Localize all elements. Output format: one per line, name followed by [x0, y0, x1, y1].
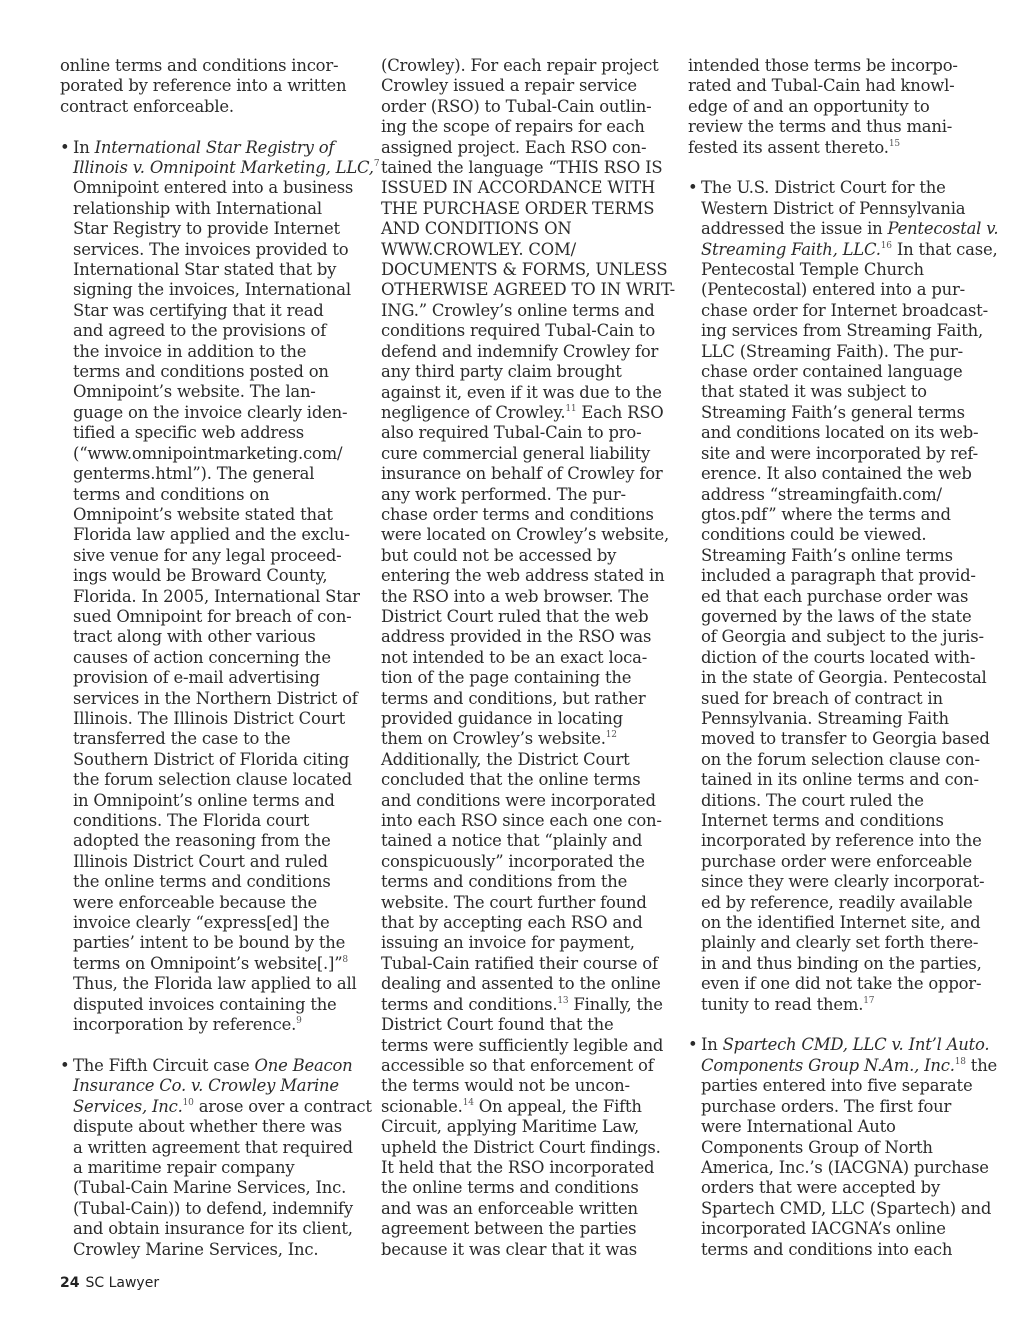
text-line: and obtain insurance for its client, [73, 1219, 353, 1239]
bullet-icon: • [60, 1055, 70, 1075]
column-1 [60, 56, 380, 1260]
text-line: causes of action concerning the [73, 647, 331, 667]
text-line: ings would be Broward County, [73, 566, 328, 586]
text-line: in and thus binding on the parties, [701, 953, 982, 973]
text-line: Pennsylvania. Streaming Faith [701, 708, 949, 728]
text-line: review the terms and thus mani- [688, 117, 953, 137]
text-line: conditions required Tubal-Cain to [381, 321, 655, 341]
column-3 [688, 56, 999, 1260]
text-line: insurance on behalf of Crowley for [381, 464, 663, 484]
text-line: District Court found that the [381, 1015, 614, 1035]
text-line: issuing an invoice for payment, [381, 933, 635, 953]
text-line: website. The court further found [381, 892, 647, 912]
text-line: conspicuously” incorporated the [381, 851, 645, 871]
text-line: the RSO into a web browser. The [381, 586, 649, 606]
footnote-ref: 18 [954, 1056, 966, 1067]
page-footer [60, 1275, 159, 1291]
text-line: incorporated IACGNA’s online [701, 1219, 946, 1239]
text-line: sive venue for any legal proceed- [73, 545, 342, 565]
text-line: the forum selection clause located [73, 770, 352, 790]
text-line: terms were sufficiently legible and [381, 1035, 664, 1055]
text-line: provided guidance in locating [381, 709, 623, 728]
bullet-international-star: • In International Star Registry of Illinois v. Omnipoint Marketing, LLC,$^7$ Omnipoint entered into a business relationship with International Star Registry to provide Internet services. The invoices provided to International Star stated that by signing the invoices, International Star was certifying that it read and agreed to the provisions of the invoice in addition to the terms and conditions posted on Omnipoint’s website. The lan- guage on the invoice clearly iden- tified a specific web address (“www.omnipointmarketing.com/ genterms.html”). The general terms and conditions on Omnipoint’s website stated that Florida law applied and the exclu- sive venue for any legal proceed- ings would be Broward County, Florida. In 2005, International Star sued Omnipoint for breach of con- tract along with other various causes of action concerning the provision of e-mail advertising services in the Northern District of Illinois. The Illinois District Court transferred the case to the Southern District of Florida citing the forum selection clause located in Omnipoint’s online terms and conditions. The Florida court adopted the reasoning from the Illinois District Court and ruled the online terms and conditions were enforceable because the invoice clearly “express[ed] the parties’ intent to be bound by the terms on Omnipoint’s website[.]”$^8$ Thus, the Florida law applied to all disputed invoices containing the incorporation by reference.$^9$ [60, 137, 380, 1035]
footnote-ref: 11 [565, 403, 577, 414]
text-line: any third party claim brought [381, 362, 622, 382]
text-line: Southern District of Florida citing [73, 749, 350, 769]
text-line: (Pentecostal) entered into a pur- [701, 280, 965, 300]
text-line: orders that were accepted by [701, 1178, 941, 1198]
text-line: dispute about whether there was [73, 1117, 342, 1137]
text-line: (Tubal-Cain Marine Services, Inc. [73, 1178, 347, 1198]
text-line: THE PURCHASE ORDER TERMS [381, 198, 655, 218]
text-line: ed that each purchase order was [701, 586, 969, 606]
text-line: Omnipoint’s website stated that [73, 504, 333, 524]
text-line: governed by the laws of the state [701, 606, 972, 626]
text-line: gtos.pdf” where the terms and [701, 504, 951, 524]
column-2 [381, 56, 675, 1260]
text-line: tained the language “THIS RSO IS [381, 158, 663, 178]
text-line: ditions. The court ruled the [701, 790, 924, 810]
text-line: were enforceable because the [73, 892, 318, 912]
text-line: genterms.html”). The general [73, 464, 315, 484]
bullet-icon: • [688, 178, 698, 198]
text-line: relationship with International [73, 198, 322, 218]
text-line: assigned project. Each RSO con- [381, 137, 647, 157]
text-line: and was an enforceable written [381, 1198, 638, 1218]
text-line: (“www.omnipointmarketing.com/ [73, 443, 343, 463]
text-line: of Georgia and subject to the juris- [701, 627, 984, 647]
text-line: (Tubal-Cain)) to defend, indemnify [73, 1198, 353, 1218]
text-line: accessible so that enforcement of [381, 1055, 654, 1075]
text-line: International Star stated that by [73, 260, 337, 280]
text-line: terms and conditions, but rather [381, 688, 646, 708]
text-line: America, Inc.’s (IACGNA) purchase [701, 1157, 989, 1177]
text-line: DOCUMENTS & FORMS, UNLESS [381, 260, 668, 280]
text-line: rated and Tubal-Cain had knowl- [688, 76, 955, 96]
text-line: a written agreement that required [73, 1137, 353, 1157]
text-line: terms and conditions on [73, 484, 270, 504]
text-line: edge of and an opportunity to [688, 96, 930, 116]
footnote-ref: 13 [557, 995, 569, 1006]
text-line: sued Omnipoint for breach of con- [73, 606, 352, 626]
text-line: on the forum selection clause con- [701, 749, 980, 769]
text-line: order (RSO) to Tubal-Cain outlin- [381, 96, 652, 116]
text-line: not intended to be an exact loca- [381, 647, 648, 667]
text-line: (Crowley). For each repair project [381, 56, 659, 75]
text-line: Crowley issued a repair service [381, 76, 637, 96]
text-line: OTHERWISE AGREED TO IN WRIT- [381, 280, 675, 300]
text-line: intended those terms be incorpo- [688, 56, 958, 75]
text-line: site and were incorporated by ref- [701, 443, 979, 463]
text-line: included a paragraph that provid- [701, 566, 976, 586]
text-line: upheld the District Court findings. [381, 1137, 661, 1157]
text-line: ISSUED IN ACCORDANCE WITH [381, 178, 656, 198]
text-line: on the identified Internet site, and [701, 913, 981, 933]
text-line: LLC (Streaming Faith). The pur- [701, 341, 963, 361]
text-line: terms and conditions posted on [73, 362, 329, 382]
text-line: Circuit, applying Maritime Law, [381, 1117, 640, 1137]
text-line: the online terms and conditions [73, 872, 331, 892]
bullet-pentecostal: • The U.S. District Court for the Western District of Pennsylvania addressed the issue in Pentecostal v. Streaming Faith, LLC.$^{16}$ In that case, Pentecostal Temple Church (Pentecostal) entered into a pur- chase order for Internet broadcast- ing services from Streaming Faith, LLC (Streaming Faith). The pur- chase order contained language that stated it was subject to Streaming Faith’s general terms and conditions located on its web- site and were incorporated by ref- erence. It also contained the web address “streamingfaith.com/ gtos.pdf” where the terms and conditions could be viewed. Streaming Faith’s online terms included a paragraph that provid- ed that each purchase order was governed by the laws of the state of Georgia and subject to the juris- diction of the courts located with- in the state of Georgia. Pentecostal sued for breach of contract in Pennsylvania. Streaming Faith moved to transfer to Georgia based on the forum selection clause con- tained in its online terms and con- ditions. The court ruled the Internet terms and conditions incorporated by reference into the purchase order were enforceable since they were clearly incorporat- ed by reference, readily available on the identified Internet site, and plainly and clearly set forth there- in and thus binding on the parties, even if one did not take the oppor- tunity to read them.$^{17}$ [688, 178, 999, 1014]
text-line: agreement between the parties [381, 1219, 637, 1239]
text-line: parties’ intent to be bound by the [73, 933, 346, 953]
text-line: services in the Northern District of [73, 688, 358, 708]
text-line: adopted the reasoning from the [73, 831, 331, 851]
footnote-ref: 16 [880, 240, 892, 251]
text-line: in Omnipoint’s online terms and [73, 790, 335, 810]
text-line: Streaming Faith’s general terms [701, 402, 965, 422]
one-beacon-continued-paragraph: (Crowley). For each repair project Crowley issued a repair service order (RSO) to Tubal-Cain outlin- ing the scope of repairs for each assigned project. Each RSO con- tained the language “THIS RSO IS ISSUED IN ACCORDANCE WITH THE PURCHASE ORDER TERMS AND CONDITIONS ON WWW.CROWLEY. COM/ DOCUMENTS & FORMS, UNLESS OTHERWISE AGREED TO IN WRIT- ING.” Crowley’s online terms and conditions required Tubal-Cain to defend and indemnify Crowley for any third party claim brought against it, even if it was due to the negligence of Crowley.$^{11}$ Each RSO also required Tubal-Cain to pro- cure commercial general liability insurance on behalf of Crowley for any work performed. The pur- chase order terms and conditions were located on Crowley’s website, but could not be accessed by entering the web address stated in the RSO into a web browser. The District Court ruled that the web address provided in the RSO was not intended to be an exact loca- tion of the page containing the terms and conditions, but rather provided guidance in locating them on Crowley’s website.$^{12}$ Additionally, the District Court concluded that the online terms and conditions were incorporated into each RSO since each one con- tained a notice that “plainly and conspicuously” incorporated the terms and conditions from the website. The court further found that by accepting each RSO and issuing an invoice for payment, Tubal-Cain ratified their course of dealing and assented to the online terms and conditions.$^{13}$ Finally, the District Court found that the terms were sufficiently legible and accessible so that enforcement of the terms would not be uncon- scionable.$^{14}$ On appeal, the Fifth Circuit, applying Maritime Law, upheld the District Court findings. It held that the RSO incorporated the online terms and conditions and was an enforceable written agreement between the parties because it was clear that it was [381, 56, 675, 1259]
bullet-one-beacon: • The Fifth Circuit case One Beacon Insurance Co. v. Crowley Marine Services, Inc.$^{10}$ arose over a contract dispute about whether there was a written agreement that required a maritime repair company (Tubal-Cain Marine Services, Inc. (Tubal-Cain)) to defend, indemnify and obtain insurance for its client, Crowley Marine Services, Inc. [60, 1055, 372, 1259]
text-line: concluded that the online terms [381, 770, 641, 790]
text-line: tion of the page containing the [381, 668, 632, 688]
text-line: Illinois District Court and ruled [73, 851, 328, 871]
text-line: entering the web address stated in [381, 566, 665, 586]
text-line: address “streamingfaith.com/ [701, 484, 942, 504]
text-line: Streaming Faith’s online terms [701, 545, 953, 565]
text-line: chase order for Internet broadcast- [701, 300, 988, 320]
footnote-ref: 12 [605, 730, 617, 741]
text-line: Spartech CMD, LLC (Spartech) and [701, 1198, 992, 1218]
text-line: in the state of Georgia. Pentecostal [701, 668, 987, 688]
text-line: Omnipoint’s website. The lan- [73, 382, 316, 402]
text-line: a maritime repair company [73, 1157, 295, 1177]
text-line: defend and indemnify Crowley for [381, 341, 659, 361]
footnote-ref: 7 [373, 159, 380, 170]
text-line: cure commercial general liability [381, 443, 651, 463]
text-line: the terms would not be uncon- [381, 1076, 630, 1096]
text-line: Star was certifying that it read [73, 300, 324, 320]
text-line: terms and conditions from the [381, 872, 628, 892]
footnote-ref: 8 [342, 954, 348, 965]
text-line: and conditions located on its web- [701, 423, 979, 443]
text-line: invoice clearly “express[ed] the [73, 913, 330, 933]
text-line: because it was clear that it was [381, 1239, 637, 1259]
text-line: services. The invoices provided to [73, 239, 349, 259]
text-line: signing the invoices, International [73, 280, 351, 300]
text-line: Crowley Marine Services, Inc. [73, 1239, 319, 1259]
text-line: erence. It also contained the web [701, 464, 972, 484]
text-line: Additionally, the District Court [381, 749, 630, 769]
text-line: and agreed to the provisions of [73, 321, 327, 341]
text-line: that by accepting each RSO and [381, 913, 643, 933]
publication-name: SC Lawyer [85, 1275, 160, 1291]
text-line: Omnipoint entered into a business [73, 178, 354, 198]
text-line: but could not be accessed by [381, 545, 617, 565]
text-line: Florida. In 2005, International Star [73, 586, 360, 606]
bullet-spartech: • In Spartech CMD, LLC v. Int’l Auto. Components Group N.Am., Inc.$^{18}$ the parties entered into five separate purchase orders. The first four were International Auto Components Group of North America, Inc.’s (IACGNA) purchase orders that were accepted by Spartech CMD, LLC (Spartech) and incorporated IACGNA’s online terms and conditions into each [688, 1035, 998, 1259]
footnote-ref: 14 [462, 1097, 474, 1108]
text-line: WWW.CROWLEY. COM/ [381, 239, 576, 259]
text-line: terms and conditions into each [701, 1239, 953, 1259]
text-line: address provided in the RSO was [381, 627, 652, 647]
text-line: Pentecostal Temple Church [701, 260, 924, 280]
text-line: ing the scope of repairs for each [381, 117, 645, 137]
text-line: Components Group of North [701, 1137, 933, 1157]
one-beacon-conclusion-paragraph: intended those terms be incorpo- rated and Tubal-Cain had knowl- edge of and an opportunity to review the terms and thus mani- fested its assent thereto.$^{15}$ [688, 56, 968, 158]
text-line: transferred the case to the [73, 729, 291, 749]
text-line: and conditions were incorporated [381, 790, 656, 810]
text-line: ing services from Streaming Faith, [701, 321, 983, 341]
text-line: conditions could be viewed. [701, 525, 927, 545]
intro-paragraph: online terms and conditions incor- porated by reference into a written contract enforceable. [60, 56, 347, 116]
text-line: tained a notice that “plainly and [381, 831, 643, 851]
text-line: Illinois. The Illinois District Court [73, 708, 346, 728]
text-line: plainly and clearly set forth there- [701, 933, 979, 953]
text-line: AND CONDITIONS ON [381, 219, 572, 239]
text-line: tified a specific web address [73, 423, 304, 443]
text-line: incorporated by reference into the [701, 831, 982, 851]
text-line: since they were clearly incorporat- [701, 872, 985, 892]
text-line: purchase order were enforceable [701, 851, 973, 871]
text-line: Florida law applied and the exclu- [73, 525, 350, 545]
page-number: 24 [60, 1275, 80, 1291]
text-line: provision of e-mail advertising [73, 668, 320, 688]
footnote-ref: 17 [863, 995, 875, 1006]
text-line: It held that the RSO incorporated [381, 1157, 655, 1177]
text-line: District Court ruled that the web [381, 606, 649, 626]
text-line: conditions. The Florida court [73, 811, 310, 831]
text-line: ed by reference, readily available [701, 892, 973, 912]
footnote-ref: 9 [296, 1016, 302, 1027]
text-line: even if one did not take the oppor- [701, 974, 982, 994]
text-line: terms on Omnipoint’s website[.]”$^8$ [73, 953, 348, 973]
text-line: the invoice in addition to the [73, 341, 307, 361]
text-line: dealing and assented to the online [381, 974, 661, 994]
bullet-icon: • [60, 137, 70, 157]
text-line: against it, even if it was due to the [381, 382, 662, 402]
text-line: sued for breach of contract in [701, 688, 943, 708]
text-line: moved to transfer to Georgia based [701, 729, 990, 749]
text-line: Star Registry to provide Internet [73, 219, 340, 239]
text-line: parties entered into five separate [701, 1076, 973, 1096]
text-line: the online terms and conditions [381, 1178, 639, 1198]
text-line: guage on the invoice clearly iden- [73, 402, 348, 422]
text-line: Internet terms and conditions [701, 811, 944, 831]
text-line: any work performed. The pur- [381, 484, 626, 504]
bullet-icon: • [688, 1035, 698, 1055]
text-line: were International Auto [701, 1117, 896, 1137]
text-line: chase order terms and conditions [381, 504, 654, 524]
text-line: were located on Crowley’s website, [381, 525, 670, 545]
text-line: tained in its online terms and con- [701, 770, 979, 790]
text-line: purchase orders. The first four [701, 1096, 952, 1116]
text-line: Tubal-Cain ratified their course of [381, 953, 658, 973]
text-line: also required Tubal-Cain to pro- [381, 423, 642, 443]
text-line: into each RSO since each one con- [381, 811, 662, 831]
text-line: chase order contained language [701, 362, 963, 382]
text-line: ING.” Crowley’s online terms and [381, 300, 655, 320]
text-line: tract along with other various [73, 627, 316, 647]
footnote-ref: 15 [888, 138, 900, 149]
footnote-ref: 10 [182, 1097, 194, 1108]
text-line: diction of the courts located with- [701, 647, 976, 667]
text-line: that stated it was subject to [701, 382, 927, 402]
